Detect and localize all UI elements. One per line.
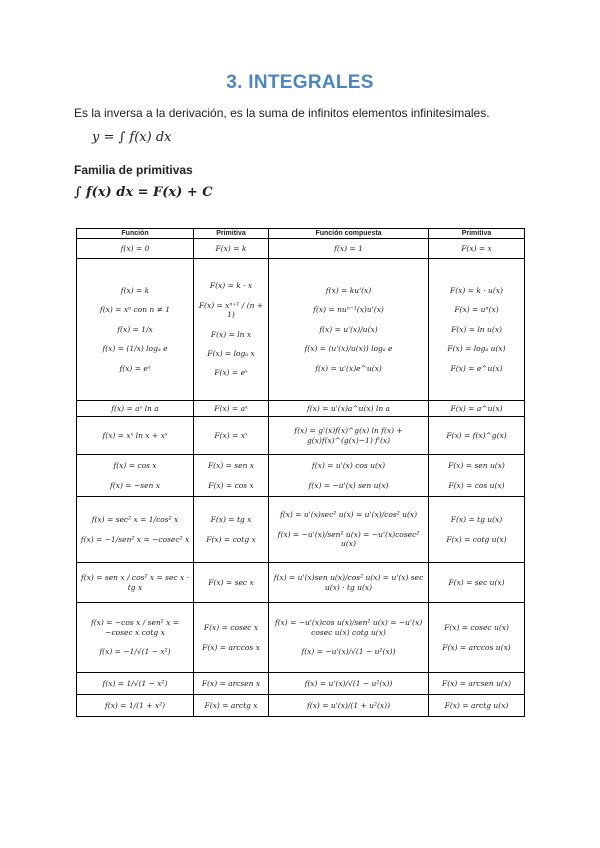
formula: f(x) = u'(x) cos u(x) (311, 461, 386, 471)
table-row (77, 695, 525, 717)
formula: F(x) = arctg x (204, 700, 258, 710)
formula: F(x) = sec u(x) (448, 577, 505, 587)
formula: f(x) = −cos x / sen² x = −cosec x cotg x (90, 618, 180, 637)
table-cell (269, 455, 429, 497)
table-cell (429, 563, 525, 603)
table-cell (194, 497, 269, 563)
formula: f(x) = xⁿ con n ≠ 1 (99, 305, 171, 315)
formula: f(x) = 1 (334, 243, 363, 253)
formula: F(x) = arcsen u(x) (441, 678, 511, 688)
section-heading: Familia de primitivas (74, 163, 193, 177)
formula: F(x) = arctg u(x) (444, 700, 509, 710)
formula: f(x) = −u'(x)cos u(x)/sen² u(x) = −u'(x) cosec u(x) cotg u(x) (274, 618, 423, 637)
table-row (77, 455, 525, 497)
formula: F(x) = xⁿ⁺¹ / (n + 1) (198, 300, 264, 320)
formula: F(x) = aˣ (214, 403, 248, 413)
formula: f(x) = (1/x) logₐ e (102, 344, 168, 354)
formula: f(x) = 1/(1 + x²) (104, 700, 166, 710)
formula: f(x) = −1/sen² x = −cosec² x (80, 534, 190, 544)
table-cell (77, 401, 194, 417)
formula: F(x) = k · x (209, 281, 253, 291)
formula: f(x) = nuⁿ⁻¹(x)u'(x) (313, 305, 384, 315)
formula: F(x) = f(x)^g(x) (446, 430, 507, 440)
primitive-family-formula: ∫ f(x) dx = F(x) + C (74, 185, 213, 200)
table-row (77, 497, 525, 563)
header-composite-primitive: Primitiva (429, 229, 525, 239)
table-cell (194, 401, 269, 417)
formula: f(x) = u'(x)e^u(x) (315, 363, 382, 373)
header-composite-function: Función compuesta (269, 229, 429, 239)
table-cell (77, 695, 194, 717)
formula: F(x) = cosec x (203, 623, 259, 633)
table-row (77, 563, 525, 603)
table-cell (269, 239, 429, 259)
page-title: 3. INTEGRALES (226, 72, 374, 93)
table-cell (429, 695, 525, 717)
table-row (77, 417, 525, 455)
table-cell (194, 455, 269, 497)
formula: f(x) = sec² x = 1/cos² x (91, 515, 179, 525)
formula: f(x) = eˣ (119, 363, 151, 373)
formula: F(x) = e^u(x) (450, 363, 503, 373)
formula: f(x) = 1/√(1 − x²) (102, 678, 168, 688)
formula: f(x) = sen x / cos² x = sec x · tg x (80, 573, 190, 592)
table-cell (77, 563, 194, 603)
formula: f(x) = u'(x)/(1 + u²(x)) (306, 700, 390, 710)
formula: F(x) = tg x (210, 515, 252, 525)
formula: f(x) = u'(x)/u(x) (319, 324, 378, 334)
table-row (77, 239, 525, 259)
formula: F(x) = logₐ x (207, 348, 255, 358)
formula: f(x) = aˣ ln a (111, 403, 159, 413)
table-cell (77, 497, 194, 563)
formula: F(x) = sen x (207, 461, 255, 471)
formula: f(x) = (u'(x)/u(x)) logₐ e (304, 344, 393, 354)
formula: F(x) = eˣ (214, 368, 248, 378)
table-cell (194, 417, 269, 455)
formula: F(x) = cos x (208, 480, 254, 490)
formula: F(x) = cotg x (206, 534, 256, 544)
integral-definition-formula: y = ∫ f(x) dx (92, 130, 172, 145)
formula: F(x) = logₐ u(x) (447, 344, 506, 354)
table-row (77, 259, 525, 401)
formula: f(x) = 1/x (117, 324, 153, 334)
formula: F(x) = ln x (210, 329, 252, 339)
table-cell (194, 259, 269, 401)
table-cell (269, 497, 429, 563)
formula: f(x) = −sen x (110, 480, 160, 490)
table-body (77, 239, 525, 717)
table-cell (429, 401, 525, 417)
table-cell (194, 603, 269, 673)
formula: f(x) = u'(x)/√(1 − u²(x)) (304, 678, 393, 688)
table-cell (269, 695, 429, 717)
formula: F(x) = arccos x (202, 642, 260, 652)
intro-text: Es la inversa a la derivación, es la suma de infinitos elementos infinitesimales. (74, 106, 490, 120)
table-cell (77, 239, 194, 259)
table-cell (269, 673, 429, 695)
table-cell (269, 401, 429, 417)
table-cell (77, 673, 194, 695)
table-cell (269, 563, 429, 603)
formula: F(x) = a^u(x) (450, 403, 503, 413)
table-cell (269, 259, 429, 401)
formula: f(x) = −u'(x)/sen² u(x) = −u'(x)cosec² u(x) (277, 529, 420, 549)
formula: f(x) = ku'(x) (325, 286, 372, 296)
header-primitive: Primitiva (194, 229, 269, 239)
formula: f(x) = xˣ ln x + xˣ (102, 430, 168, 440)
formula: f(x) = cos x (113, 461, 157, 471)
table-cell (77, 603, 194, 673)
formula: F(x) = xˣ (214, 430, 248, 440)
table-cell (194, 673, 269, 695)
table-cell (194, 563, 269, 603)
formula: f(x) = 0 (120, 243, 150, 253)
formula: F(x) = k (215, 243, 247, 253)
header-function: Función (77, 229, 194, 239)
table-cell (429, 455, 525, 497)
formula: F(x) = tg u(x) (450, 515, 503, 525)
formula: F(x) = ln u(x) (451, 324, 502, 334)
integrals-table (76, 228, 525, 717)
formula: f(x) = u'(x)sec² u(x) = u'(x)/cos² u(x) (279, 510, 418, 520)
table-cell (429, 497, 525, 563)
formula: F(x) = sen u(x) (448, 461, 505, 471)
formula: F(x) = arcsen x (201, 678, 261, 688)
table-header-row (77, 229, 525, 239)
formula: f(x) = k (120, 286, 150, 296)
formula: f(x) = −1/√(1 − x²) (99, 647, 171, 657)
table-cell (77, 417, 194, 455)
formula: f(x) = −u'(x) sen u(x) (308, 480, 389, 490)
formula: f(x) = u'(x)sen u(x)/cos² u(x) = u'(x) sec u(x) · tg u(x) (273, 573, 424, 592)
table-cell (429, 417, 525, 455)
table-cell (269, 603, 429, 673)
formula: F(x) = cos u(x) (448, 480, 505, 490)
formula: F(x) = x (461, 243, 492, 253)
formula: f(x) = u'(x)a^u(x) ln a (306, 403, 391, 413)
formula: F(x) = cosec u(x) (444, 623, 509, 633)
table-cell (429, 603, 525, 673)
formula: F(x) = uⁿ(x) (454, 305, 499, 315)
table-cell (194, 695, 269, 717)
formula: f(x) = g'(x)f(x)^g(x) ln f(x) + g(x)f(x)^(g(x)−1) f'(x) (294, 426, 403, 445)
formula: F(x) = cotg u(x) (446, 534, 507, 544)
table-row (77, 603, 525, 673)
formula: F(x) = sec x (208, 577, 254, 587)
table-cell (77, 455, 194, 497)
table-cell (429, 239, 525, 259)
formula: F(x) = k · u(x) (450, 286, 503, 296)
table-cell (269, 417, 429, 455)
table-cell (429, 673, 525, 695)
table-row (77, 401, 525, 417)
table-cell (194, 239, 269, 259)
table-cell (429, 259, 525, 401)
formula: f(x) = −u'(x)/√(1 − u²(x)) (301, 647, 396, 657)
table-row (77, 673, 525, 695)
table-cell (77, 259, 194, 401)
formula: F(x) = arccos u(x) (442, 642, 511, 652)
